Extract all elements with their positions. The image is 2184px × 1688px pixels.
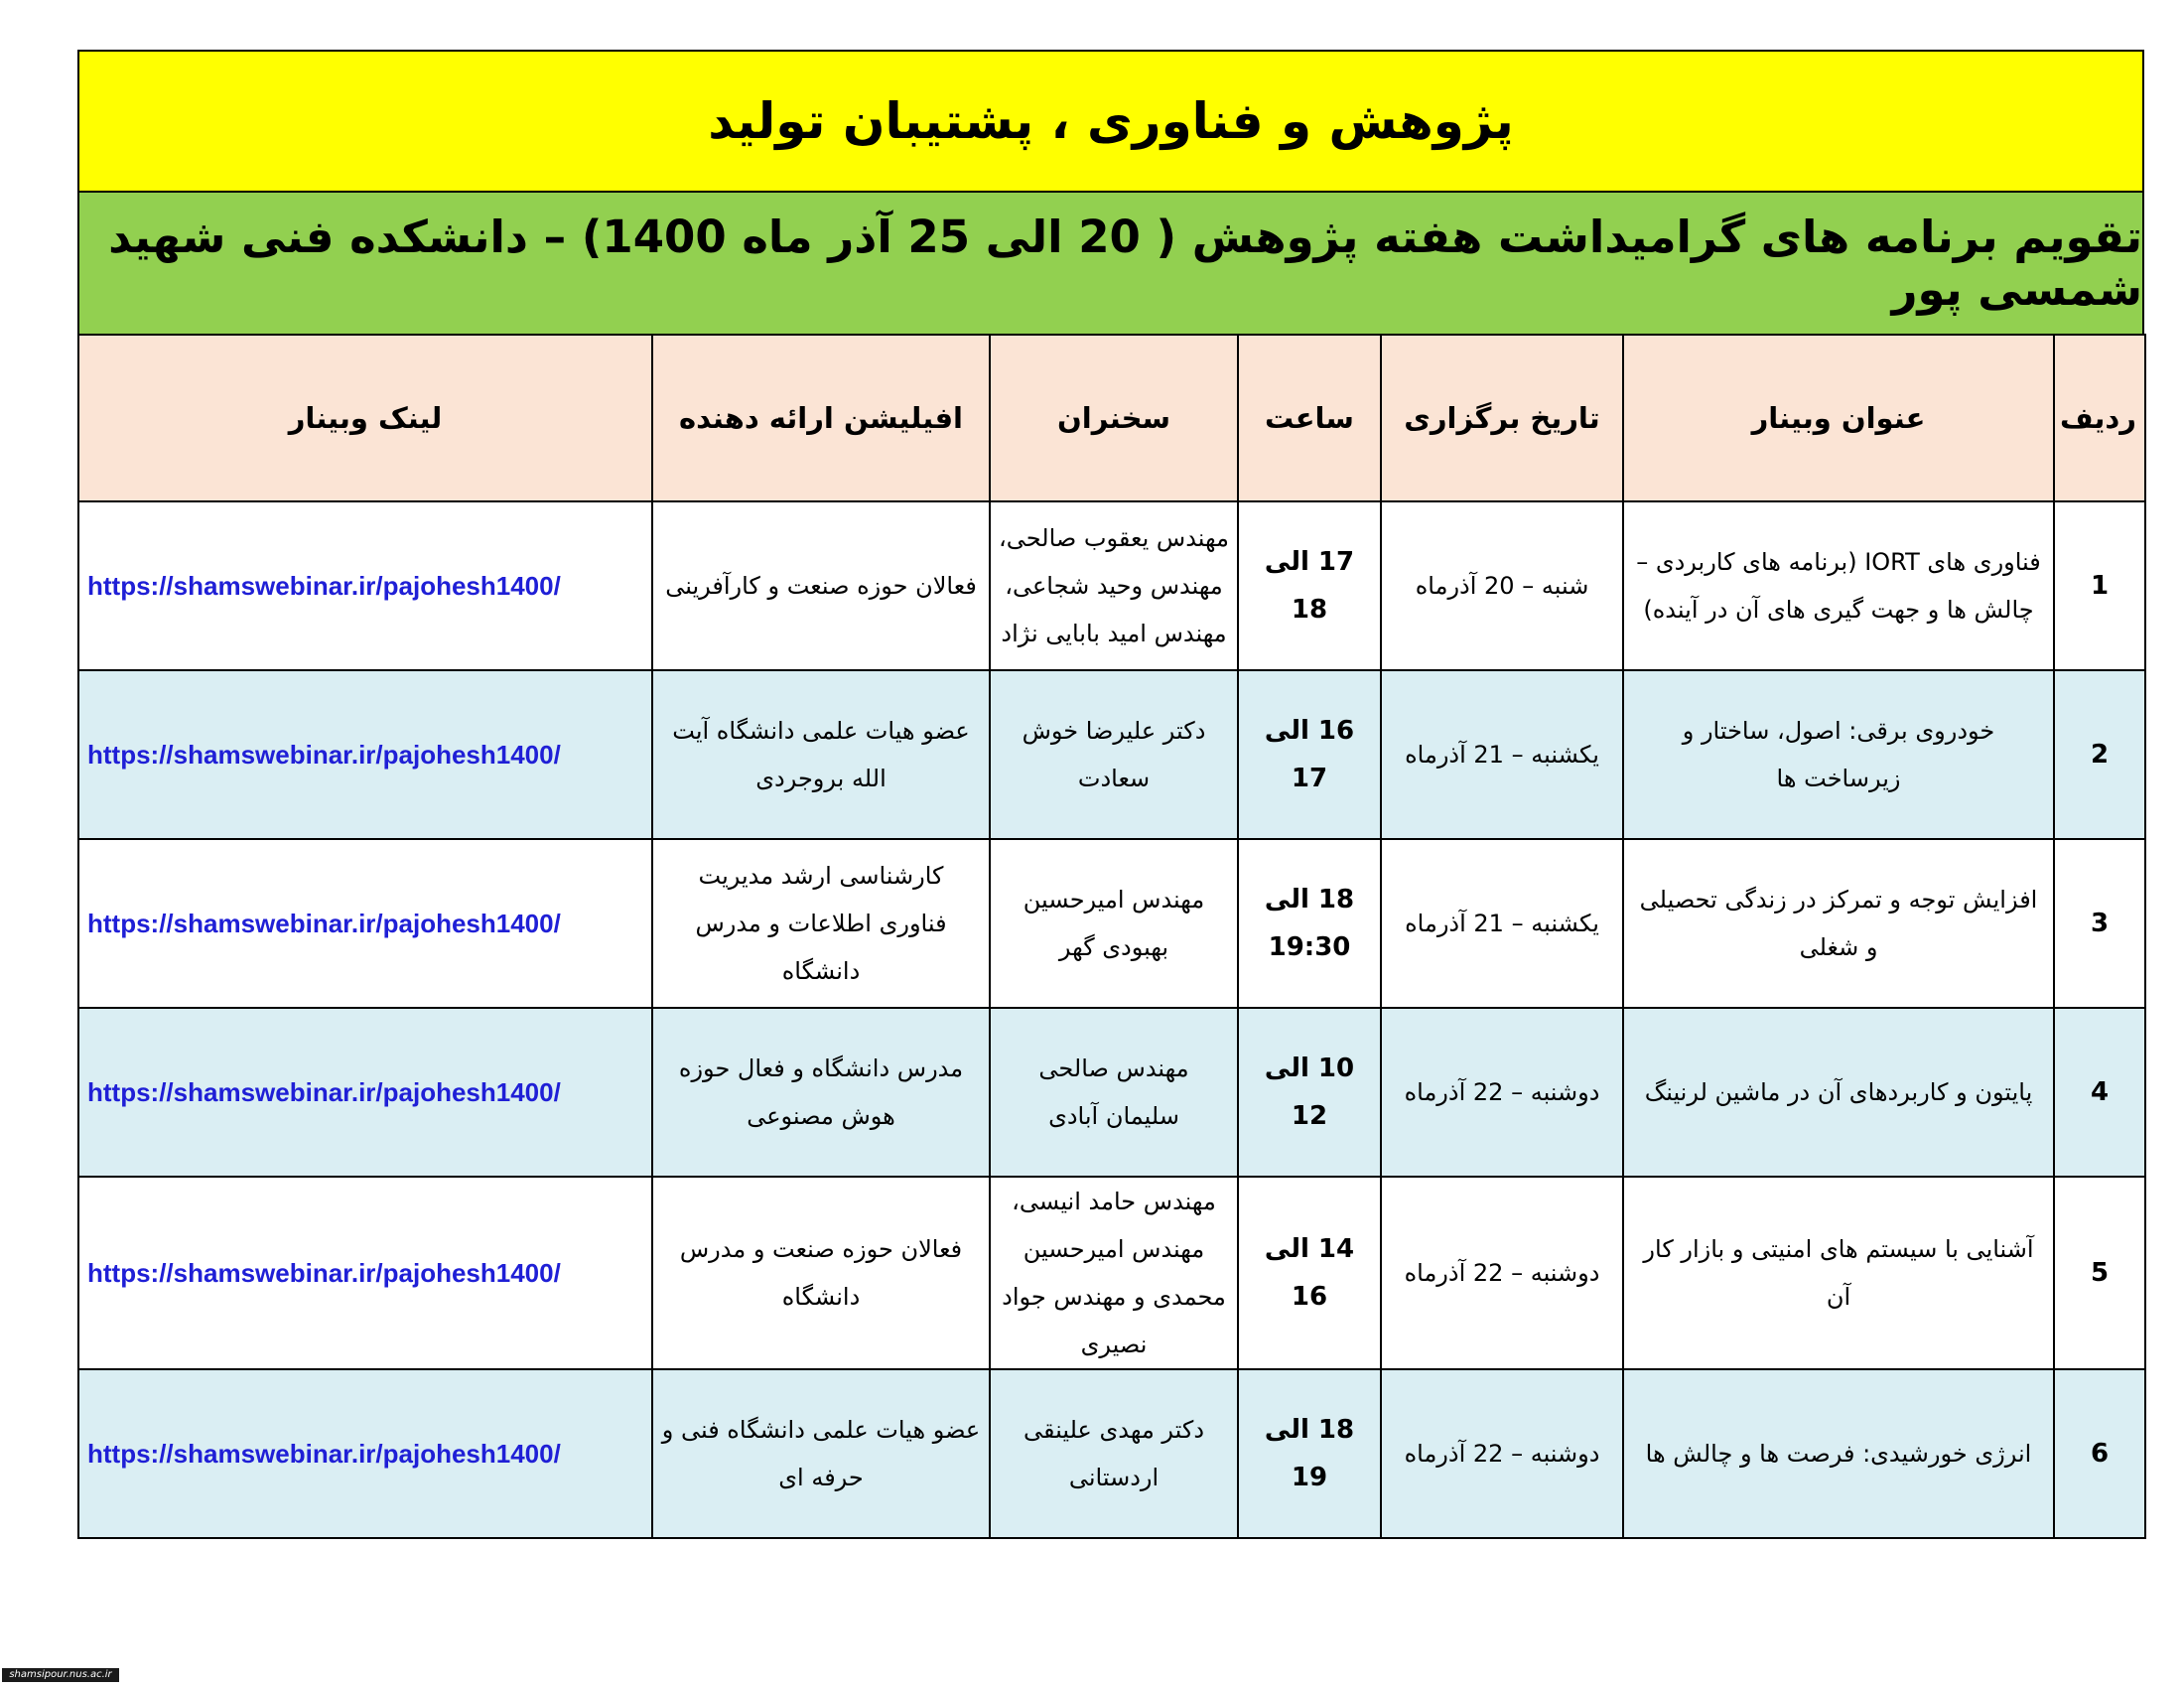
webinar-title: خودروی برقی: اصول، ساختار و زیرساخت ها <box>1623 670 2054 839</box>
table-row <box>78 1008 2145 1177</box>
webinar-time: 17 الی 18 <box>1238 501 1381 670</box>
webinar-affiliation: کارشناسی ارشد مدیریت فناوری اطلاعات و مدرس دانشگاه <box>652 839 990 1008</box>
webinar-affiliation: فعالان حوزه صنعت و مدرس دانشگاه <box>652 1177 990 1369</box>
webinar-speakers: مهندس یعقوب صالحی، مهندس وحید شجاعی، مهندس امید بابایی نژاد <box>990 501 1238 670</box>
webinar-link[interactable] <box>78 1369 652 1538</box>
schedule-sheet <box>77 50 2144 1539</box>
webinar-speakers: مهندس صالحی سلیمان آبادی <box>990 1008 1238 1177</box>
row-number: 4 <box>2054 1008 2145 1177</box>
webinar-speakers: مهندس حامد انیسی، مهندس امیرحسین محمدی و مهندس جواد نصیری <box>990 1177 1238 1369</box>
header-affiliation: افیلیشن ارائه دهنده <box>652 335 990 501</box>
webinar-speakers: مهندس امیرحسین بهبودی گهر <box>990 839 1238 1008</box>
webinar-link[interactable] <box>78 501 652 670</box>
webinar-link-text[interactable]: https://shamswebinar.ir/pajohesh1400/ <box>87 1258 561 1288</box>
webinar-time: 10 الی 12 <box>1238 1008 1381 1177</box>
webinar-link-text[interactable]: https://shamswebinar.ir/pajohesh1400/ <box>87 571 561 601</box>
table-row <box>78 1369 2145 1538</box>
webinar-date: شنبه – 20 آذرماه <box>1381 501 1623 670</box>
webinar-date: دوشنبه – 22 آذرماه <box>1381 1369 1623 1538</box>
table-header-row <box>78 335 2145 501</box>
webinar-title: آشنایی با سیستم های امنیتی و بازار کار آن <box>1623 1177 2054 1369</box>
page-subtitle: تقویم برنامه های گرامیداشت هفته پژوهش ( 20 الی 25 آذر ماه 1400) – دانشکده فنی شهید شمسی پور <box>77 191 2144 334</box>
webinar-affiliation: فعالان حوزه صنعت و کارآفرینی <box>652 501 990 670</box>
webinar-link-text[interactable]: https://shamswebinar.ir/pajohesh1400/ <box>87 1077 561 1107</box>
webinar-affiliation: مدرس دانشگاه و فعال حوزه هوش مصنوعی <box>652 1008 990 1177</box>
row-number: 3 <box>2054 839 2145 1008</box>
table-row <box>78 839 2145 1008</box>
webinar-title: افزایش توجه و تمرکز در زندگی تحصیلی و شغلی <box>1623 839 2054 1008</box>
table-row <box>78 1177 2145 1369</box>
webinar-speakers: دکتر علیرضا خوش سعادت <box>990 670 1238 839</box>
webinar-link-text[interactable]: https://shamswebinar.ir/pajohesh1400/ <box>87 740 561 770</box>
webinar-link-text[interactable]: https://shamswebinar.ir/pajohesh1400/ <box>87 909 561 938</box>
webinar-link[interactable] <box>78 1008 652 1177</box>
webinar-time: 14 الی 16 <box>1238 1177 1381 1369</box>
table-row <box>78 670 2145 839</box>
webinar-date: دوشنبه – 22 آذرماه <box>1381 1177 1623 1369</box>
header-date: تاریخ برگزاری <box>1381 335 1623 501</box>
webinar-title: پایتون و کاربردهای آن در ماشین لرنینگ <box>1623 1008 2054 1177</box>
webinar-link-text[interactable]: https://shamswebinar.ir/pajohesh1400/ <box>87 1439 561 1469</box>
webinar-date: دوشنبه – 22 آذرماه <box>1381 1008 1623 1177</box>
webinar-title: فناوری های IORT (برنامه های کاربردی – چالش ها و جهت گیری های آن در آینده) <box>1623 501 2054 670</box>
webinar-link[interactable] <box>78 670 652 839</box>
webinar-affiliation: عضو هیات علمی دانشگاه فنی و حرفه ای <box>652 1369 990 1538</box>
webinar-link[interactable] <box>78 1177 652 1369</box>
webinar-affiliation: عضو هیات علمی دانشگاه آیت الله بروجردی <box>652 670 990 839</box>
webinar-time: 18 الی 19:30 <box>1238 839 1381 1008</box>
webinar-link[interactable] <box>78 839 652 1008</box>
page-title: پژوهش و فناوری ، پشتیبان تولید <box>77 50 2144 191</box>
header-link: لینک وبینار <box>78 335 652 501</box>
webinar-date: یکشنبه – 21 آذرماه <box>1381 670 1623 839</box>
webinar-date: یکشنبه – 21 آذرماه <box>1381 839 1623 1008</box>
watermark-logo: shamsipour.nus.ac.ir <box>2 1668 119 1682</box>
webinar-title: انرژی خورشیدی: فرصت ها و چالش ها <box>1623 1369 2054 1538</box>
table-row <box>78 501 2145 670</box>
header-row-number: ردیف <box>2054 335 2145 501</box>
row-number: 1 <box>2054 501 2145 670</box>
webinar-speakers: دکتر مهدی علینقی اردستانی <box>990 1369 1238 1538</box>
header-title: عنوان وبینار <box>1623 335 2054 501</box>
webinar-time: 18 الی 19 <box>1238 1369 1381 1538</box>
row-number: 2 <box>2054 670 2145 839</box>
webinar-schedule-table <box>77 334 2146 1539</box>
row-number: 6 <box>2054 1369 2145 1538</box>
row-number: 5 <box>2054 1177 2145 1369</box>
header-speakers: سخنران <box>990 335 1238 501</box>
header-time: ساعت <box>1238 335 1381 501</box>
webinar-time: 16 الی 17 <box>1238 670 1381 839</box>
